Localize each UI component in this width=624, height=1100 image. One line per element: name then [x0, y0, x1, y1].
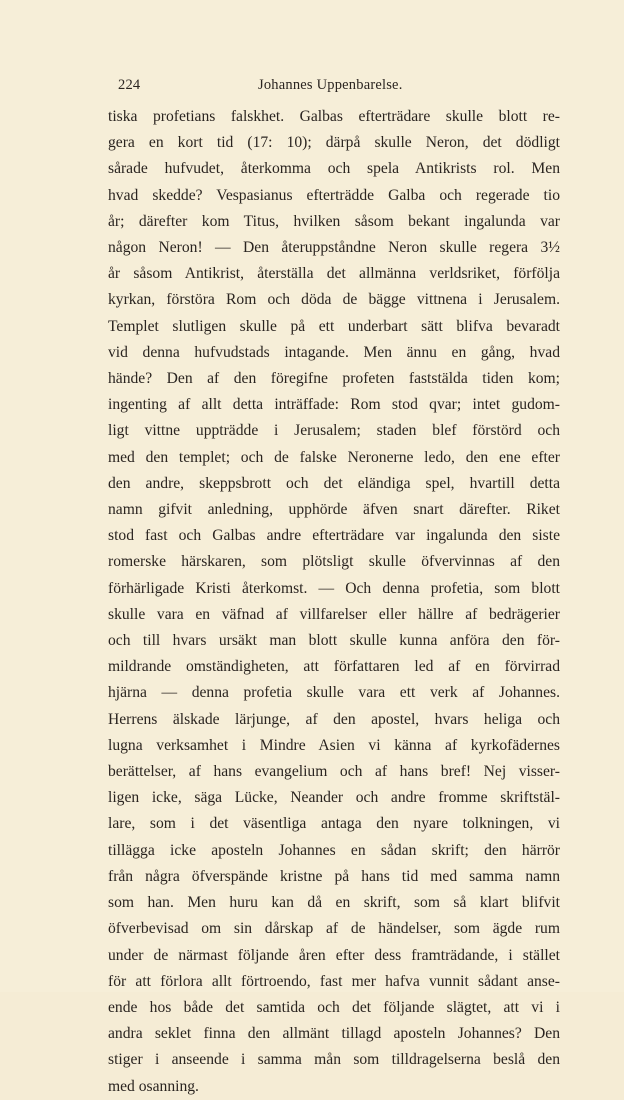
text-line: år såsom Antikrist, återställa det allmänna verldsriket, förfölja — [108, 265, 560, 283]
text-line: hände? Den af den föregifne profeten faststälda tiden kom; — [108, 370, 560, 388]
text-line: den andre, skeppsbrott och det eländiga spel, hvartill detta — [108, 474, 560, 492]
text-line: Herrens älskade lärjunge, af den apostel, hvars heliga och — [108, 710, 560, 728]
text-line: för att förlora allt förtroendo, fast mer hafva vunnit sådant anse- — [108, 972, 560, 990]
text-line: tillägga icke aposteln Johannes en sådan skrift; den härrör — [108, 841, 560, 859]
text-line: berättelser, af hans evangelium och af hans bref! Nej visser- — [108, 763, 560, 781]
text-line: hjärna — denna profetia skulle vara ett verk af Johannes. — [108, 684, 560, 702]
text-line: under de närmast följande åren efter dess framträdande, i stället — [108, 946, 560, 964]
text-line: mildrande omständigheten, att författaren led af en förvirrad — [108, 658, 560, 676]
text-line: Templet slutligen skulle på ett underbart sätt blifva bevaradt — [108, 317, 560, 335]
text-line: ingenting af allt detta inträffade: Rom stod qvar; intet gudom- — [108, 396, 560, 414]
text-line: hvad skedde? Vespasianus efterträdde Galba och regerade tio — [108, 186, 560, 204]
text-line: ende hos både det samtida och det följande slägtet, att vi i — [108, 998, 560, 1016]
text-line: ligen icke, säga Lücke, Neander och andre fromme skriftstäl- — [108, 789, 560, 807]
text-line: skulle vara en väfnad af villfarelser eller hällre af bedrägerier — [108, 605, 560, 623]
text-line: vid denna hufvudstads intagande. Men ännu en gång, hvad — [108, 343, 560, 361]
text-line: romerske härskaren, som plötsligt skulle öfvervinnas af den — [108, 553, 560, 571]
text-line: och till hvars ursäkt man blott skulle kunna anföra den för- — [108, 632, 560, 650]
text-line: öfverbevisad om sin dårskap af de händelser, som ägde rum — [108, 920, 560, 938]
running-title: Johannes Uppenbarelse. — [258, 77, 403, 93]
text-line: ligt vittne uppträdde i Jerusalem; staden blef förstörd och — [108, 422, 560, 440]
text-line: någon Neron! — Den återuppståndne Neron skulle regera 3½ — [108, 239, 560, 257]
text-line: tiska profetians falskhet. Galbas efterträdare skulle blott re- — [108, 108, 560, 125]
text-line: lare, som i det väsentliga antaga den nyare tolkningen, vi — [108, 815, 560, 833]
text-line: andra seklet finna den allmänt tillagd aposteln Johannes? Den — [108, 1025, 560, 1043]
text-line: stod fast och Galbas andre efterträdare var ingalunda den siste — [108, 527, 560, 545]
text-line: sårade hufvudet, återkomma och spela Antikrists rol. Men — [108, 160, 560, 178]
text-line: med den templet; och de falske Neronerne ledo, den ene efter — [108, 448, 560, 466]
text-line: gera en kort tid (17: 10); därpå skulle Neron, det dödligt — [108, 134, 560, 152]
text-line: från några öfverspände kristne på hans tid med samma namn — [108, 867, 560, 885]
text-line: namn gifvit anledning, upphörde äfven snart därefter. Riket — [108, 501, 560, 519]
body-text — [108, 104, 560, 1100]
page-number: 224 — [118, 77, 141, 93]
text-line: lugna verksamhet i Mindre Asien vi känna af kyrkofädernes — [108, 736, 560, 754]
text-line: kyrkan, förstöra Rom och döda de bägge vittnena i Jerusalem. — [108, 291, 560, 309]
text-line: med osanning. — [108, 1077, 199, 1095]
text-line: år; därefter kom Titus, hvilken såsom bekant ingalunda var — [108, 212, 560, 230]
text-line: som han. Men huru kan då en skrift, som så klart blifvit — [108, 894, 560, 912]
text-line: förhärligade Kristi återkomst. — Och denna profetia, som blott — [108, 579, 560, 597]
text-line: stiger i anseende i samma mån som tilldragelserna beslå den — [108, 1051, 560, 1069]
